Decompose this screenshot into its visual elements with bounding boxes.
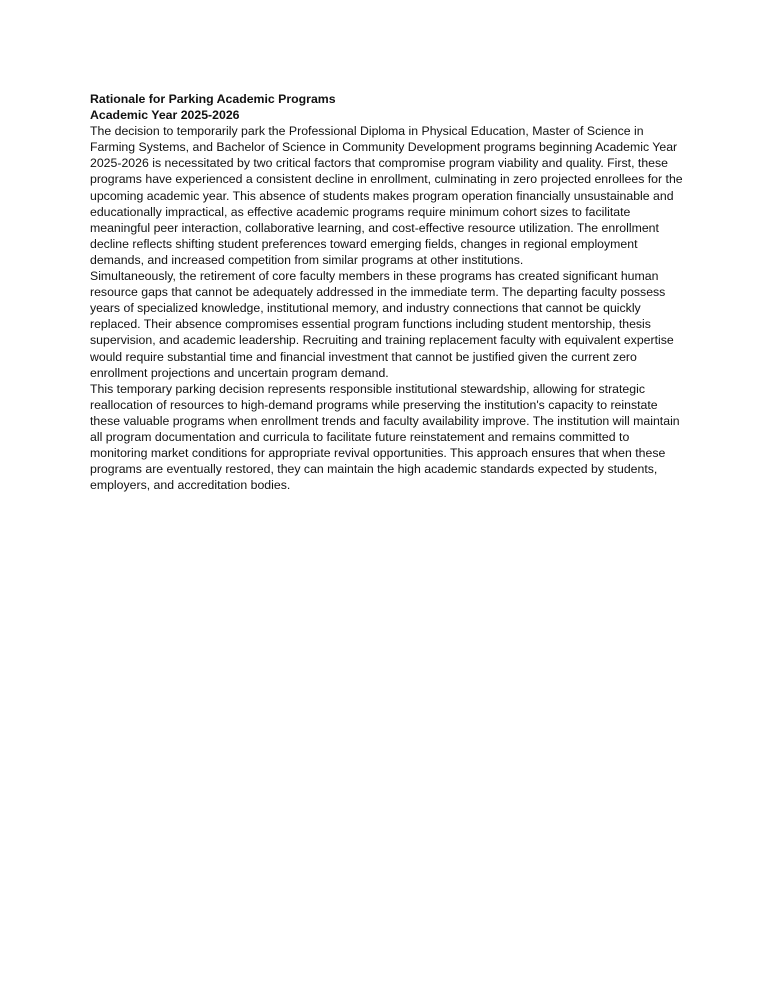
document-title: Rationale for Parking Academic Programs: [90, 92, 336, 106]
document-subtitle: Academic Year 2025-2026: [90, 108, 240, 123]
paragraph-stewardship: This temporary parking decision represents responsible institutional stewardship, allowing for strategic reallocation of resources to high-demand programs while preserving the institution's capacity to reinstate these valuable programs when enrollment trends and faculty availability improve. The institution will maintain all program documentation and curricula to facilitate future reinstatement and remains committed to monitoring market conditions for appropriate revival opportunities. This approach ensures that when these programs are eventually restored, they can maintain the high academic standards expected by students, employers, and accreditation bodies.: [90, 381, 680, 493]
paragraph-enrollment: The decision to temporarily park the Professional Diploma in Physical Education, Master of Science in Farming Systems, and Bachelor of Science in Community Development programs beginning Academic Year 2025-2026 is necessitated by two critical factors that compromise program viability and quality. First, these programs have experienced a consistent decline in enrollment, culminating in zero projected enrollees for the upcoming academic year. This absence of students makes program operation financially unsustainable and educationally impractical, as effective academic programs require minimum cohort sizes to facilitate meaningful peer interaction, collaborative learning, and cost-effective resource utilization. The enrollment decline reflects shifting student preferences toward emerging fields, changes in regional employment demands, and increased competition from similar programs at other institutions.: [90, 124, 683, 267]
document-body: [90, 91, 690, 493]
paragraph-faculty: Simultaneously, the retirement of core faculty members in these programs has created significant human resource gaps that cannot be adequately addressed in the immediate term. The departing faculty possess years of specialized knowledge, institutional memory, and industry connections that cannot be quickly replaced. Their absence compromises essential program functions including student mentorship, thesis supervision, and academic leadership. Recruiting and training replacement faculty with equivalent expertise would require substantial time and financial investment that cannot be justified given the current zero enrollment projections and uncertain program demand.: [90, 269, 674, 380]
